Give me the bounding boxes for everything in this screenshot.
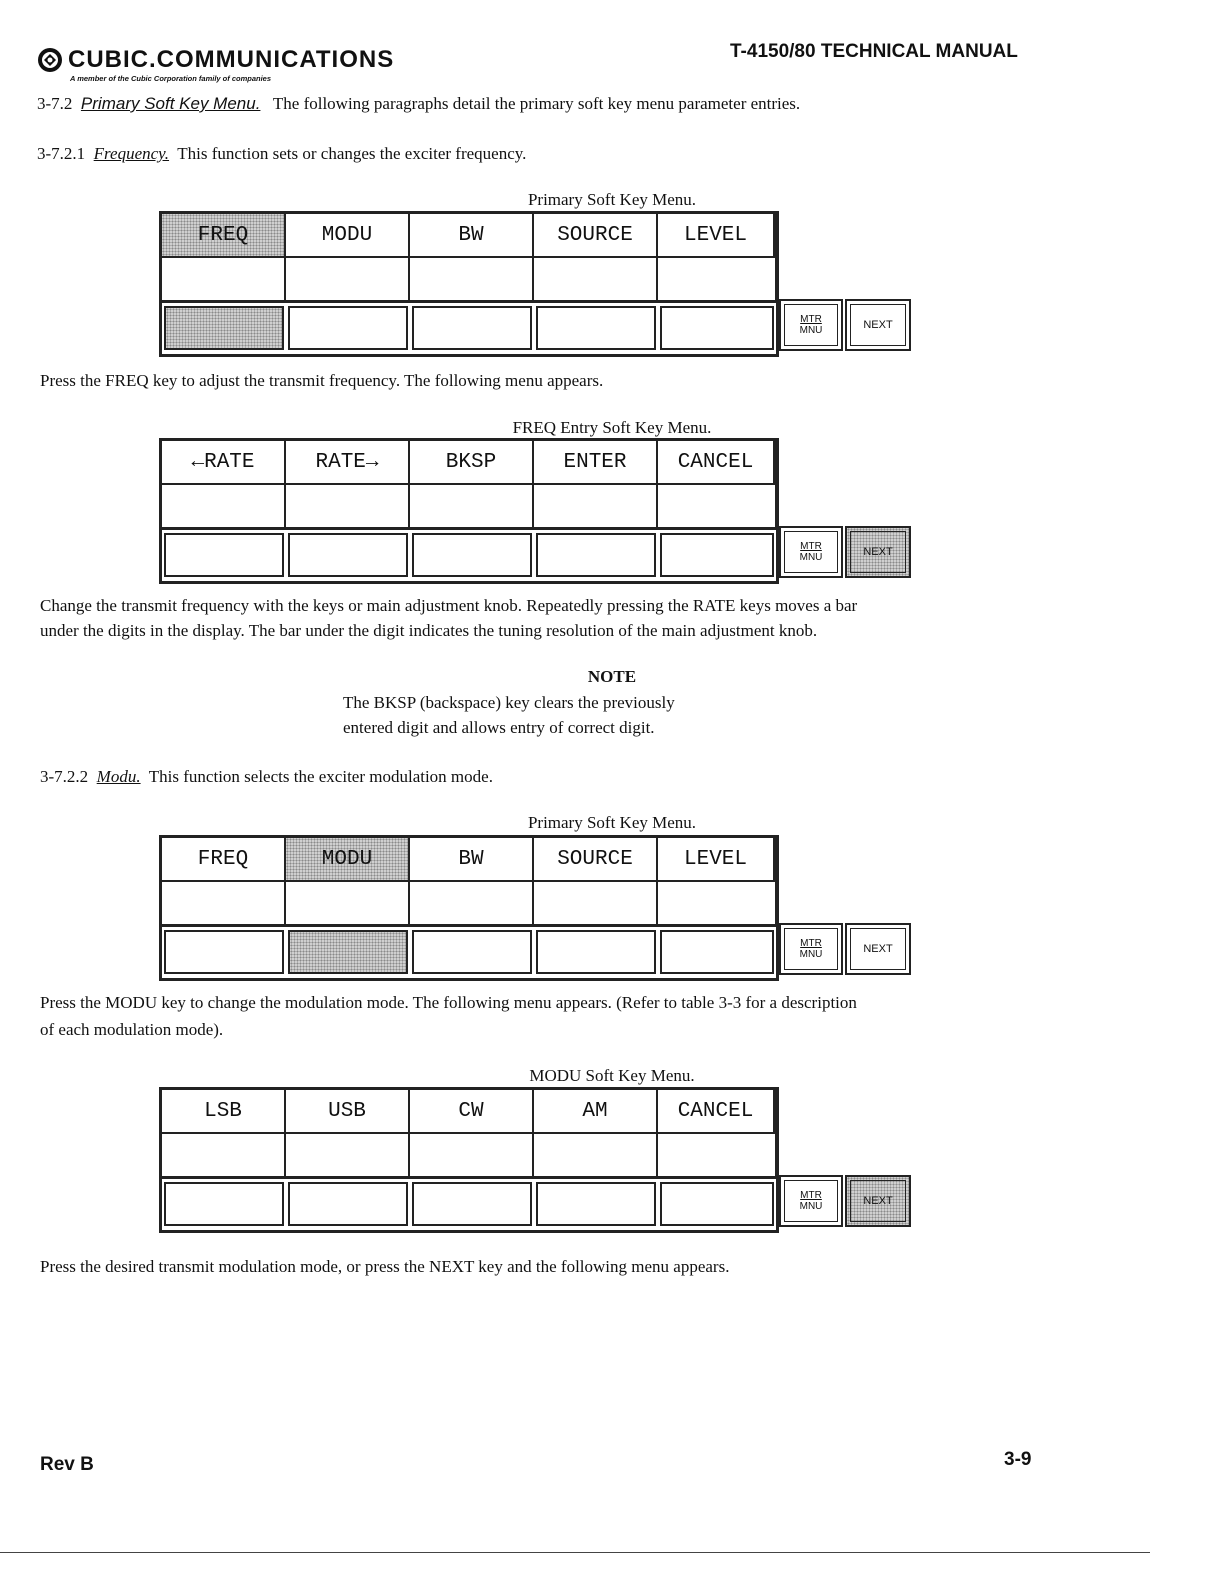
menu-caption: FREQ Entry Soft Key Menu. [512, 418, 712, 437]
mtr-mnu-button[interactable]: MTR MNU [779, 923, 843, 975]
bottom-key-2[interactable] [288, 930, 408, 974]
soft-key-source[interactable]: SOURCE [534, 838, 658, 882]
primary-soft-key-menu-modu [159, 835, 919, 981]
company-name: CUBIC.COMMUNICATIONS [68, 46, 395, 73]
note-heading: NOTE [587, 667, 637, 686]
mtr-mnu-button[interactable]: MTR MNU [779, 299, 843, 351]
footer-revision: Rev B [40, 1454, 94, 1475]
note-line-2: entered digit and allows entry of correct digit. [343, 718, 655, 737]
soft-key-am[interactable]: AM [534, 1090, 658, 1134]
soft-key-bksp[interactable]: BKSP [410, 441, 534, 485]
menu-caption: MODU Soft Key Menu. [529, 1066, 695, 1085]
section-3-7-2 [37, 92, 800, 116]
bottom-key-2[interactable] [288, 306, 408, 350]
menu-caption: Primary Soft Key Menu. [527, 813, 697, 832]
mtr-mnu-button[interactable]: MTR MNU [779, 1175, 843, 1227]
soft-key-modu[interactable]: MODU [286, 214, 410, 258]
section-text: The following paragraphs detail the primary soft key menu parameter entries. [272, 94, 801, 113]
next-button[interactable]: NEXT [845, 923, 911, 975]
section-3-7-2-2 [40, 765, 493, 789]
soft-key-bw[interactable]: BW [410, 838, 534, 882]
bottom-key-4[interactable] [536, 930, 656, 974]
company-logo [36, 46, 394, 74]
note-line-1: The BKSP (backspace) key clears the previously [343, 693, 675, 712]
footer-page-number: 3-9 [1004, 1449, 1032, 1470]
soft-key-freq[interactable]: FREQ [162, 214, 286, 258]
section-number: 3-7.2.1 [37, 144, 86, 163]
company-tagline: A member of the Cubic Corporation family of companies [70, 74, 271, 83]
bottom-key-1[interactable] [164, 306, 284, 350]
bottom-key-5[interactable] [660, 930, 774, 974]
bottom-key-5[interactable] [660, 1182, 774, 1226]
next-button[interactable]: NEXT [845, 299, 911, 351]
footer-rule [0, 1552, 1150, 1553]
section-title: Modu. [96, 767, 141, 786]
bottom-key-3[interactable] [412, 306, 532, 350]
soft-key-enter[interactable]: ENTER [534, 441, 658, 485]
next-button[interactable]: NEXT [845, 1175, 911, 1227]
mtr-mnu-button[interactable]: MTR MNU [779, 526, 843, 578]
bottom-key-4[interactable] [536, 533, 656, 577]
soft-key-rate-right[interactable]: RATE→ [286, 441, 410, 485]
bottom-key-5[interactable] [660, 533, 774, 577]
primary-soft-key-menu [159, 211, 919, 357]
bottom-key-4[interactable] [536, 306, 656, 350]
paragraph-change-line1: Change the transmit frequency with the keys or main adjustment knob. Repeatedly pressing the RATE keys moves a bar [40, 596, 858, 615]
soft-key-freq[interactable]: FREQ [162, 838, 286, 882]
section-text: This function selects the exciter modulation mode. [148, 767, 493, 786]
modu-soft-key-menu [159, 1087, 919, 1233]
freq-entry-soft-key-menu [159, 438, 919, 584]
soft-key-level[interactable]: LEVEL [658, 838, 775, 882]
bottom-key-3[interactable] [412, 1182, 532, 1226]
section-3-7-2-1 [37, 142, 526, 166]
section-title: Frequency. [93, 144, 170, 163]
bottom-key-1[interactable] [164, 533, 284, 577]
bottom-key-3[interactable] [412, 533, 532, 577]
note-body [343, 690, 675, 740]
bottom-key-1[interactable] [164, 930, 284, 974]
soft-key-level[interactable]: LEVEL [658, 214, 775, 258]
paragraph-modu-line2: of each modulation mode). [40, 1020, 224, 1039]
soft-key-lsb[interactable]: LSB [162, 1090, 286, 1134]
bottom-key-2[interactable] [288, 1182, 408, 1226]
soft-key-source[interactable]: SOURCE [534, 214, 658, 258]
section-text: This function sets or changes the exciter frequency. [177, 144, 527, 163]
paragraph-desired: Press the desired transmit modulation mode, or press the NEXT key and the following menu appears. [40, 1257, 730, 1276]
soft-key-modu[interactable]: MODU [286, 838, 410, 882]
bottom-key-3[interactable] [412, 930, 532, 974]
paragraph-modu-line1: Press the MODU key to change the modulation mode. The following menu appears. (Refer to table 3-3 for a description [40, 993, 857, 1012]
next-button[interactable]: NEXT [845, 526, 911, 578]
soft-key-rate-left[interactable]: ←RATE [162, 441, 286, 485]
soft-key-cancel[interactable]: CANCEL [658, 1090, 775, 1134]
bottom-key-2[interactable] [288, 533, 408, 577]
menu-caption: Primary Soft Key Menu. [527, 190, 697, 209]
soft-key-cw[interactable]: CW [410, 1090, 534, 1134]
bottom-key-1[interactable] [164, 1182, 284, 1226]
paragraph-freq: Press the FREQ key to adjust the transmit frequency. The following menu appears. [40, 371, 604, 390]
section-title: Primary Soft Key Menu. [80, 94, 261, 113]
soft-key-usb[interactable]: USB [286, 1090, 410, 1134]
paragraph-change-line2: under the digits in the display. The bar under the digit indicates the tuning resolution of the main adjustment knob. [40, 621, 818, 640]
document-title: T-4150/80 TECHNICAL MANUAL [730, 41, 1018, 62]
soft-key-bw[interactable]: BW [410, 214, 534, 258]
bottom-key-4[interactable] [536, 1182, 656, 1226]
section-number: 3-7.2.2 [40, 767, 89, 786]
soft-key-cancel[interactable]: CANCEL [658, 441, 775, 485]
cubic-globe-icon [36, 46, 64, 74]
bottom-key-5[interactable] [660, 306, 774, 350]
section-number: 3-7.2 [37, 94, 73, 113]
